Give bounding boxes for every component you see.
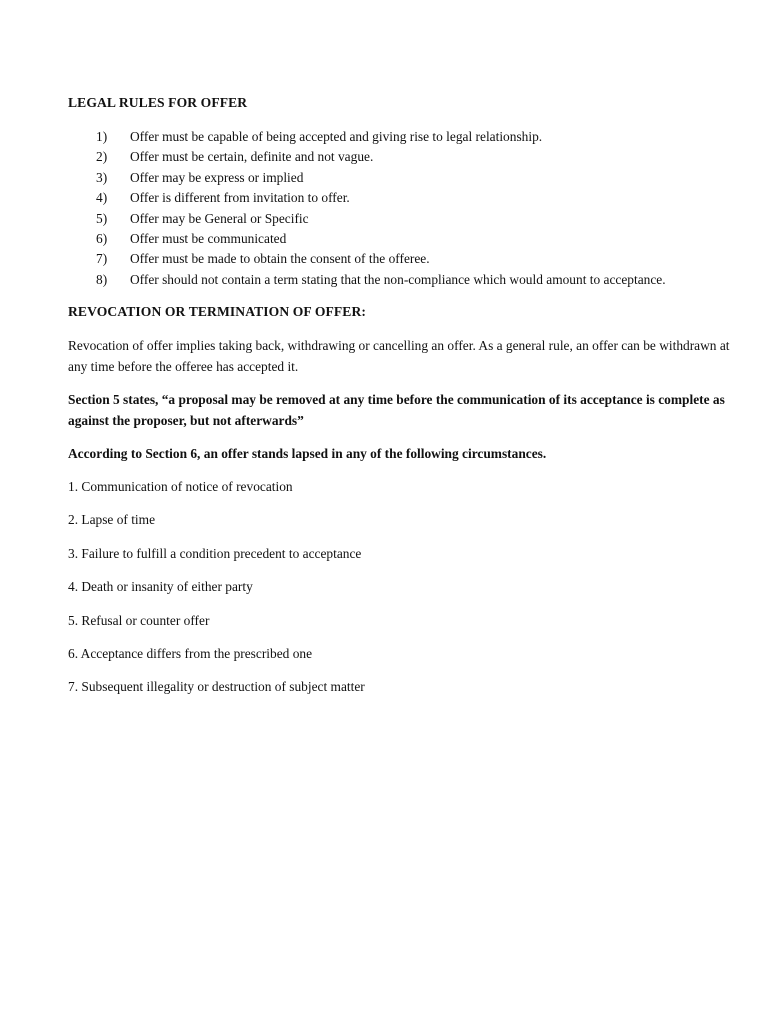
revocation-paragraph: Revocation of offer implies taking back, withdrawing or cancelling an offer. As a general rule, an offer can be withdrawn at any time before the offeree has accepted it.	[68, 338, 730, 374]
list-item	[68, 229, 748, 249]
list-item-text: Offer must be capable of being accepted and giving rise to legal relationship.	[130, 129, 543, 144]
list-item	[68, 249, 748, 269]
list-item	[68, 188, 748, 208]
list-item-number: 6)	[96, 230, 108, 246]
list-item	[68, 127, 748, 147]
list-item-number: 3)	[96, 169, 108, 185]
list-item	[68, 270, 748, 290]
revocation-heading: REVOCATION OR TERMINATION OF OFFER:	[68, 304, 367, 319]
list-item-text: Offer must be made to obtain the consent of the offeree.	[130, 251, 430, 267]
list-item-number: 4)	[96, 190, 108, 206]
list-item-text: Offer should not contain a term stating that the non-compliance which would amount to acceptance.	[130, 271, 666, 287]
list-item-number: 7)	[96, 251, 108, 267]
list-item: 1. Communication of notice of revocation	[68, 479, 293, 494]
list-item	[68, 209, 748, 229]
list-item-text: Offer may be General or Specific	[130, 210, 309, 226]
list-item-number: 8)	[96, 271, 108, 287]
list-item-number: 5)	[96, 210, 108, 226]
list-item: 7. Subsequent illegality or destruction of subject matter	[68, 679, 365, 695]
list-item: 6. Acceptance differs from the prescribed one	[68, 645, 313, 661]
list-item: 3. Failure to fulfill a condition precedent to acceptance	[68, 545, 362, 561]
section-6-statement: According to Section 6, an offer stands lapsed in any of the following circumstances.	[68, 446, 547, 461]
list-item-text: Offer is different from invitation to offer.	[130, 190, 350, 206]
list-item: 5. Refusal or counter offer	[68, 612, 210, 628]
list-item: 2. Lapse of time	[68, 512, 156, 528]
list-item-text: Offer may be express or implied	[130, 169, 304, 185]
section-5-statement: Section 5 states, “a proposal may be removed at any time before the communication of its acceptance is complete as against the proposer, but not afterwards”	[68, 392, 725, 428]
list-item-text: Offer must be communicated	[130, 230, 287, 246]
list-item	[68, 147, 748, 167]
list-item: 4. Death or insanity of either party	[68, 579, 253, 595]
list-item	[68, 168, 748, 188]
legal-rules-list	[68, 127, 748, 290]
list-item-number: 2)	[96, 149, 108, 165]
list-item-text: Offer must be certain, definite and not vague.	[130, 149, 374, 165]
legal-rules-heading: LEGAL RULES FOR OFFER	[68, 95, 248, 110]
circumstances-list	[68, 477, 365, 711]
list-item-number: 1)	[96, 129, 108, 144]
